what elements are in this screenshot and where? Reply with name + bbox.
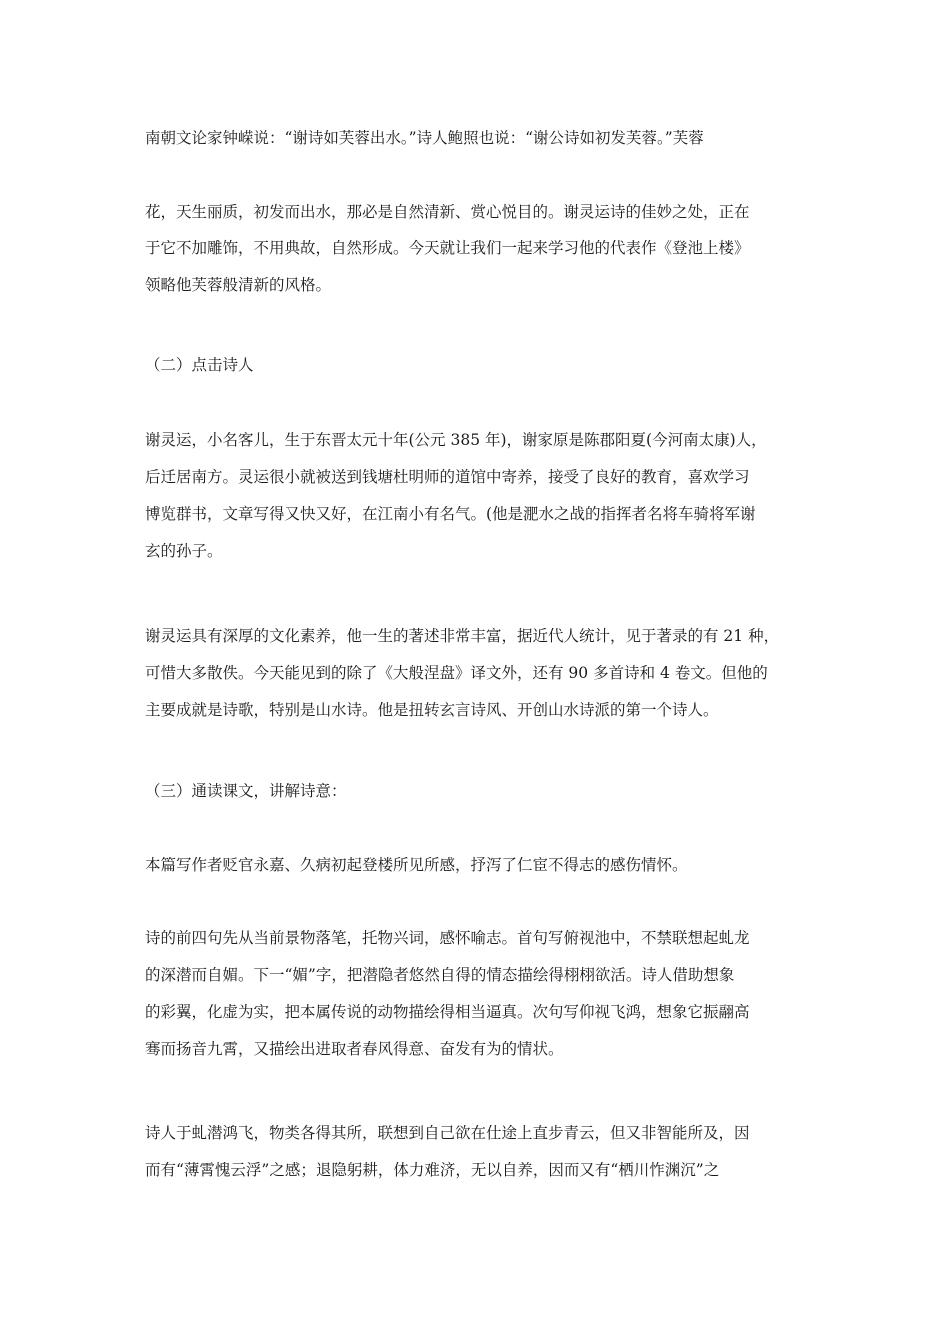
text-line: 的深潜而自媚。下一“媚”字，把潜隐者悠然自得的情态描绘得栩栩欲活。诗人借助想象 (145, 966, 735, 984)
text-line: 的彩翼，化虚为实，把本属传说的动物描绘得相当逼真。次句写仰视飞鸿，想象它振翮高 (145, 1003, 750, 1021)
text-line: 谢灵运具有深厚的文化素养，他一生的著述非常丰富，据近代人统计，见于著录的有 21 种， (145, 627, 780, 645)
section-heading: （三）通读课文，讲解诗意： (145, 782, 347, 800)
text-line: 诗的前四句先从当前景物落笔，托物兴词，感怀喻志。首句写俯视池中，不禁联想起虬龙 (145, 929, 750, 947)
text-line: 谢灵运，小名客儿，生于东晋太元十年(公元 385 年)，谢家原是陈郡阳夏(今河南太康)人， (145, 431, 767, 449)
text-line: 后迁居南方。灵运很小就被送到钱塘杜明师的道馆中寄养，接受了良好的教育，喜欢学习 (145, 468, 750, 486)
text-line: 主要成就是诗歌，特别是山水诗。他是扭转玄言诗风、开创山水诗派的第一个诗人。 (145, 701, 719, 719)
text-line: 领略他芙蓉般清新的风格。 (145, 276, 332, 294)
text-line: 骞而扬音九霄，又描绘出进取者春风得意、奋发有为的情状。 (145, 1040, 564, 1058)
text-line: 于它不加雕饰，不用典故，自然形成。今天就让我们一起来学习他的代表作《登池上楼》 (145, 239, 750, 257)
text-line: 南朝文论家钟嵘说：“谢诗如芙蓉出水。”诗人鲍照也说：“谢公诗如初发芙蓉。”芙蓉 (145, 129, 704, 147)
text-line: 花，天生丽质，初发而出水，那必是自然清新、赏心悦目的。谢灵运诗的佳妙之处，正在 (145, 203, 750, 221)
text-line: 本篇写作者贬官永嘉、久病初起登楼所见所感，抒泻了仁宦不得志的感伤情怀。 (145, 856, 688, 874)
text-line: 诗人于虬潜鸿飞，物类各得其所，联想到自己欲在仕途上直步青云，但又非智能所及，因 (145, 1124, 750, 1142)
text-line: 而有“薄霄愧云浮”之感；退隐躬耕，体力难济，无以自养，因而又有“栖川怍渊沉”之 (145, 1161, 720, 1179)
text-line: 博览群书，文章写得又快又好，在江南小有名气。(他是淝水之战的指挥者名将车骑将军谢 (145, 505, 756, 523)
text-line: 可惜大多散佚。今天能见到的除了《大般涅盘》译文外，还有 90 多首诗和 4 卷文。但他的 (145, 664, 768, 682)
text-line: 玄的孙子。 (145, 542, 223, 560)
section-heading: （二）点击诗人 (145, 356, 254, 374)
